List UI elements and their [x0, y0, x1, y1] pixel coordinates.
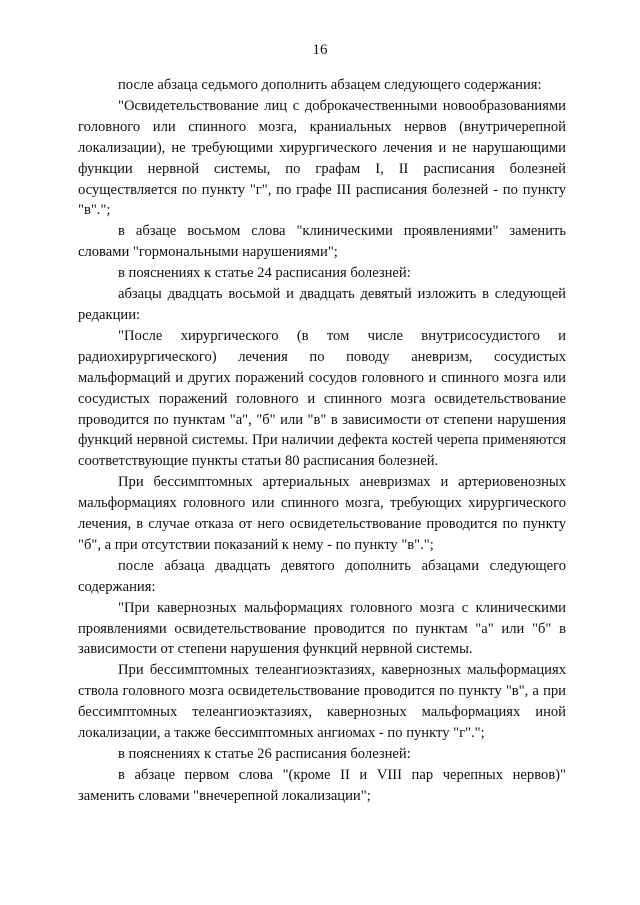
paragraph: "При кавернозных мальформациях головного мозга с клиническими проявлениями освидетельствование проводится по пунктам "а" или "б" в зависимости от степени нарушения функций нервной системы.	[78, 599, 566, 658]
paragraph: При бессимптомных артериальных аневризмах и артериовенозных мальформациях головного или спинного мозга, требующих хирургического лечения, в случае отказа от него освидетельствование проводится по пункту "б", а при отсутствии показаний к нему - по пункту "в".";	[78, 474, 566, 553]
paragraph: в пояснениях к статье 26 расписания болезней:	[118, 746, 411, 762]
paragraph: "Освидетельствование лиц с доброкачественными новообразованиями головного или спинного мозга, краниальных нервов (внутричерепной локализации), не требующими хирургического лечения и не нарушающими функции нервной системы, по графам I, II расписания болезней осуществляется по пункту "г", по графе III расписания болезней - по пункту "в".";	[78, 97, 566, 219]
paragraph: после абзаца двадцать девятого дополнить абзацами следующего содержания:	[78, 557, 566, 595]
page-number: 16	[312, 42, 328, 58]
paragraph: в абзаце восьмом слова "клиническими проявлениями" заменить словами "гормональными нарушениями";	[78, 223, 566, 261]
paragraph: "После хирургического (в том числе внутрисосудистого и радиохирургического) лечения по поводу аневризм, сосудистых мальформаций и других поражений сосудов головного и спинного мозга или сосудистых поражений головного и спинного мозга освидетельствование проводится по пунктам "а", "б" или "в" в зависимости от степени нарушения функций нервной системы. При наличии дефекта костей черепа применяются соответствующие пункты статьи 80 расписания болезней.	[78, 327, 566, 470]
paragraph: в пояснениях к статье 24 расписания болезней:	[118, 265, 411, 282]
paragraph: При бессимптомных телеангиоэктазиях, кавернозных мальформациях ствола головного мозга освидетельствование проводится по пункту "в", а при бессимптомных телеангиоэктазиях, кавернозных мальформациях иной локализации, а также бессимптомных ангиомах - по пункту "г".";	[78, 662, 566, 742]
paragraph: в абзаце первом слова "(кроме II и VIII пар черепных нервов)" заменить словами "внечерепной локализации";	[78, 766, 566, 804]
paragraph: абзацы двадцать восьмой и двадцать девятый изложить в следующей редакции:	[78, 286, 566, 323]
paragraph: после абзаца седьмого дополнить абзацем следующего содержания:	[118, 77, 542, 93]
document-body	[78, 75, 566, 807]
